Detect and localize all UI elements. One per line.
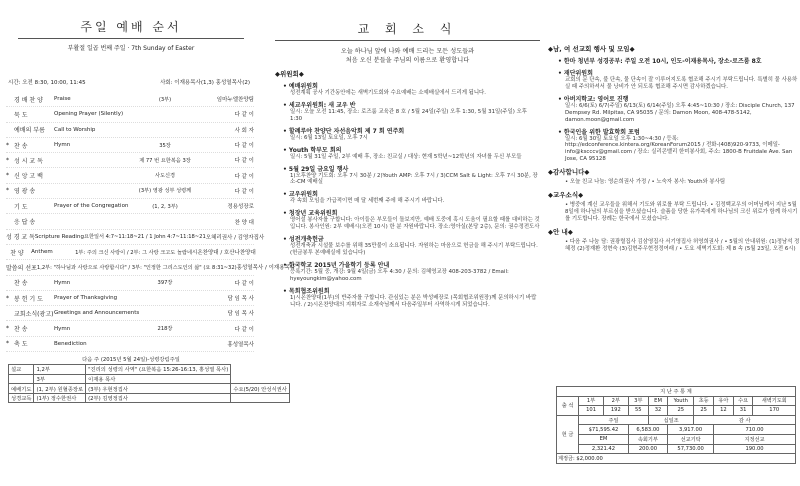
news-item-heading: • 5월 29일 금요일 행사 xyxy=(283,165,349,173)
order-label: 찬 송 xyxy=(14,280,28,288)
worship-order-row xyxy=(6,260,296,275)
order-label: 응 답 송 xyxy=(14,219,36,227)
worship-order-row xyxy=(6,138,254,153)
event-list xyxy=(548,56,800,163)
news-item-heading: • 한마 청년부 성경공부: 주일 오전 10시, 인도-이재용목사, 장소-로즈룸 8호 xyxy=(558,58,762,65)
service-meta xyxy=(8,78,250,86)
order-presenter: 다 같 이 xyxy=(234,188,254,195)
notice-row xyxy=(9,365,290,375)
order-content: 1,2부: "하나님과 사랑으로 사랑합시다" / 3부: "인정한 그리스도인의 삶" (요 8:31~32) xyxy=(36,264,237,271)
star-marker: * xyxy=(6,187,9,195)
off-value: 6,583.00 xyxy=(628,425,668,435)
attendance-value: 12 xyxy=(714,406,734,416)
section-heading-committees: ◆위원회◆ xyxy=(275,70,304,78)
info-list xyxy=(548,239,800,253)
news-item xyxy=(283,189,540,205)
attendance-value: 31 xyxy=(733,406,753,416)
welcome-line: 처음 오신 분들을 주님의 이름으로 환영합니다 xyxy=(345,57,470,64)
order-content: 제 77 번 요한복음 3장 xyxy=(139,157,191,164)
order-presenter: 홍성열목사 xyxy=(227,341,254,348)
news-item-body: 영어설 봉사자를 구합니다: 아이들은 부모들이 돌보지만, 예배 도중에 혹시 도움이 필요할 때를 대비하는 것입니다. 봉사인원: 2부 예배시(오전 10시) 한 분 자원바랍니다. 장소:영아실(본당 2층), 문의: 권수정전도사 xyxy=(290,217,540,231)
order-presenter: 다 같 이 xyxy=(234,173,254,180)
news-item xyxy=(283,208,540,231)
order-label: 예배의 부름 xyxy=(14,127,45,135)
worship-order-row xyxy=(6,245,254,260)
news-item-body: 성전개축과 시설물 보수를 위해 35만불이 소요됩니다. 자원하는 마음으로 헌금을 해 주시기 부탁드립니다.(헌금봉투 본예배실에 있습니다) xyxy=(290,243,538,256)
notice-cell: 1,2부 xyxy=(34,365,86,375)
notice-cell: (3부) 우현정집사 xyxy=(86,384,231,394)
news-item xyxy=(558,68,800,91)
star-marker: * xyxy=(6,172,9,180)
order-label: 기 도 xyxy=(14,203,28,211)
order-content: 요한일서 4:7~11:18~21 / 1 John 4:7~11:18~21 xyxy=(83,234,206,241)
order-presenter: 다 같 이 xyxy=(234,158,254,165)
next-week-notice xyxy=(8,355,287,403)
off-header: 십일조 xyxy=(648,415,693,425)
off-value: 2,321.42 xyxy=(579,444,628,454)
attendance-header: 2부 xyxy=(603,396,628,406)
order-content: 사도신경 xyxy=(154,173,176,180)
attendance-value: 32 xyxy=(648,406,667,416)
notice-cell: 성경교독 xyxy=(9,393,34,403)
news-item xyxy=(283,286,540,309)
worship-order-row xyxy=(6,168,254,183)
off-header: 지정선교 xyxy=(714,434,796,444)
news-item-body: 성전계획 공사 기간동안에는 새벽기도회와 수요예배는 소예배실에서 드리게 됩니다. xyxy=(290,90,486,96)
attendance-header: 유아 xyxy=(714,396,734,406)
order-english: Greetings and Announcements xyxy=(54,310,140,317)
statistics-table xyxy=(556,386,796,464)
news-item xyxy=(558,127,800,164)
bulletin-right-column xyxy=(548,0,800,486)
order-presenter: 오혜리권사 / 김영자집사 xyxy=(205,234,265,241)
news-item-body: 등록기간: 5월 중, 개강: 9월 4일(금) 오후 4:30 / 문의: 김혜영교장 408-203-3782 / Email: hyeyoungkim@yahoo.com xyxy=(290,268,509,282)
order-presenter: 찬 양 대 xyxy=(234,219,254,226)
order-presenter: 임마누엘찬양팀 xyxy=(216,97,254,104)
news-item xyxy=(283,81,540,97)
off-header: 속회기부 xyxy=(628,434,668,444)
section-heading-thanks: ◆감사합니다◆ xyxy=(548,168,590,177)
order-content: 1부: 주의 크신 사랑이 / 2부: 그 사랑 크고도 놀랍네 xyxy=(75,249,192,256)
order-presenter: 다 같 이 xyxy=(234,280,254,287)
notice-row xyxy=(9,384,290,394)
service-times: 시간: 오전 8:30, 10:00, 11:45 xyxy=(8,80,86,86)
off-header: 주일 xyxy=(579,415,649,425)
order-label: 경 배 찬 양 xyxy=(14,96,43,104)
divider xyxy=(18,38,244,39)
star-marker: * xyxy=(6,340,9,348)
worship-order-row xyxy=(6,184,254,199)
off-value: 190.00 xyxy=(714,444,796,454)
news-item xyxy=(558,179,800,186)
news-item-heading: • 목회협조위원회 xyxy=(283,287,330,295)
news-item xyxy=(283,100,540,123)
order-label: 영 광 송 xyxy=(14,188,36,196)
order-presenter: 홍성열목사 / 이재용목사 xyxy=(236,265,296,272)
notice-cell: 예배기도 xyxy=(9,384,34,394)
notice-cell xyxy=(9,374,34,384)
news-item-body: 일시: 6월 30일 토요일 오후 1:30~4:30 / 등록: http://edconference.kintera.org/KoreanForum2015 / 전화-(408)920-9733, 이메일-info@kscccv@gmail.com / 장소: 실리콘밸리 한미봉사회, 주소: 1800-B Fruitdale Ave. San Jose, CA 95128 xyxy=(565,135,793,163)
order-presenter: 다 같 이 xyxy=(234,143,254,150)
news-item-heading: • 할례루야 찬양단 자선음악회 제 7 회 연주회 xyxy=(283,127,405,135)
news-item-body: 일시: 6월 13일 토요일, 오후 7시 xyxy=(290,134,368,141)
notice-cell: (2부) 김영정집사 xyxy=(86,393,231,403)
order-presenter: 다 같 이 xyxy=(234,112,254,119)
attendance-value: 25 xyxy=(668,406,694,416)
notice-cell: (1부) 정수한권사 xyxy=(34,393,86,403)
off-header: 선교기탁 xyxy=(668,434,714,444)
order-presenter: 다 같 이 xyxy=(234,326,254,333)
offering-label: 헌 금 xyxy=(557,415,579,453)
order-label: 말씀의 선포 xyxy=(6,264,37,272)
off-value: 57,730.00 xyxy=(668,444,714,454)
worship-order-row xyxy=(6,199,254,214)
news-item-body: 일시: 5월 31일 주일, 2부 예배 후, 장소: 친교실 / 대상: 현재 5학년~12학년의 자녀를 두신 부모들 xyxy=(290,153,522,160)
order-content: 397장 xyxy=(157,280,173,287)
notice-cell: 설교 xyxy=(9,365,34,375)
notice-cell: 이재용 목사 xyxy=(86,374,231,384)
order-content: 35장 xyxy=(159,142,171,149)
order-content: (3부) 영광 성부 성령께 xyxy=(138,188,192,195)
order-content: (1, 2, 3부) xyxy=(152,203,178,210)
members-news-list xyxy=(548,202,800,223)
order-english: Benediction xyxy=(54,340,87,347)
notice-cell: "진리의 성령의 사역" (요한복음 15:26-16:13, 홍성열 목사) xyxy=(86,365,231,375)
news-item-body: • 오늘 친교 나눔: 영순희권사 가정 / • 노숙자 봉사: Youth와 봉사팀 xyxy=(565,179,726,186)
star-marker: * xyxy=(6,156,9,164)
sunday-subtitle: 부활절 일곱 번째 주일 · 7th Sunday of Easter xyxy=(67,45,195,52)
attendance-value: 192 xyxy=(603,406,628,416)
worship-order-row xyxy=(6,214,254,229)
next-week-table xyxy=(8,364,290,403)
worship-order-row xyxy=(6,153,254,168)
news-item-heading: • 세교우위원회: 새 교우 반 xyxy=(283,101,356,109)
order-label: 봉 헌 기 도 xyxy=(14,295,43,303)
order-english: Opening Prayer (Silently) xyxy=(54,111,124,118)
notice-cell: 수요(5/20) 안성식권사 xyxy=(231,384,290,394)
order-label: 교회소식(광고) xyxy=(14,310,54,318)
order-label: 찬 송 xyxy=(14,326,28,334)
news-item-body: 1)시온찬양대(1부)의 반주자를 구합니다. 관심있는 분은 박성배장로 (목회협조위원장)께 문의하시기 바랍니다. / 2)시온찬양대의 지휘자로 소재숙님께서 다음주일부터 사역하시게 되었습니다. xyxy=(290,294,537,308)
order-english: Hymn xyxy=(54,142,71,149)
order-content: (3부) xyxy=(158,96,172,103)
news-item-body: • 다음 주 나눔 담: 권광렬집사 김삼영집사 서기영집사 허영희권사 / • 5월의 안내위원: (1)정남석 정혜정 (2)정재환 정현숙 (3)김현주우현정정여래 / • 도요 새벽기도회: 제 8 속 (5월 23일, 오전 6시) xyxy=(565,238,800,252)
order-english: Hymn xyxy=(54,325,71,332)
news-item xyxy=(283,126,540,142)
attendance-label: 출 석 xyxy=(557,396,579,415)
off-header: 감 사 xyxy=(694,415,796,425)
order-label: 신 앙 고 백 xyxy=(14,173,43,181)
welcome-line: 오늘 하나님 앞에 나와 예배 드리는 모든 성도들과 xyxy=(340,48,475,55)
attendance-value: 55 xyxy=(628,406,648,416)
news-item-body: 교회의 문 단속, 불 단속, 물 단속이 잘 이루어지도록 협조해 주시기 부탁드립니다. 특별히 물 사용하실 때 주의하셔서 물 낭비가 안 되도록 협조해 주시면 감사하겠습니다. xyxy=(565,77,798,90)
order-label: 묵 도 xyxy=(14,111,28,119)
off-value: 3,917.00 xyxy=(668,425,714,435)
thanks-list xyxy=(548,179,800,186)
news-item-heading: • 한국인을 위한 발효학회 포럼 xyxy=(558,128,640,136)
order-presenter: 담 임 목 사 xyxy=(227,296,254,302)
attendance-header: 수요 xyxy=(733,396,753,406)
off-header: EM xyxy=(579,434,628,444)
news-item xyxy=(558,94,800,124)
stats-title: 지 난 주 통 계 xyxy=(557,387,796,397)
bulletin-middle-column xyxy=(275,0,540,486)
order-label: 성 시 교 독 xyxy=(14,157,43,165)
section-heading-events: ◆남, 여 선교회 행사 및 모임◆ xyxy=(548,45,635,53)
news-item xyxy=(558,202,800,223)
worship-order-row xyxy=(6,92,254,107)
order-presenter: 사 회 자 xyxy=(234,127,254,134)
attendance-header: 초등 xyxy=(694,396,714,406)
order-english: Hymn xyxy=(54,279,71,286)
star-marker: * xyxy=(6,294,9,302)
order-presenter: 정용성장로 xyxy=(227,204,254,211)
news-item xyxy=(283,260,540,283)
off-value: 710.00 xyxy=(714,425,796,435)
news-item xyxy=(283,234,540,257)
order-english: Prayer of the Congregation xyxy=(54,203,129,210)
worship-order-row xyxy=(6,123,254,138)
notice-cell: 3부 xyxy=(34,374,86,384)
church-news-title: 교 회 소 식 xyxy=(357,22,458,36)
star-marker: * xyxy=(6,141,9,149)
news-item-body: 1)오후찬양 기도회: 오후 7시 30분 / 2)Youth AMP: 오후 7시 / 3)CCM Salt & Light: 오후 7시 30분, 장소-CM 예배실 xyxy=(290,172,538,186)
worship-order-row xyxy=(6,276,254,291)
star-marker: * xyxy=(6,325,9,333)
news-item-heading: • 예배위원회 xyxy=(283,83,318,90)
order-label: 찬 양 xyxy=(10,249,24,257)
weekly-statistics xyxy=(556,386,796,464)
section-heading-members: ◆교우소식◆ xyxy=(548,191,584,200)
worship-order-list xyxy=(6,92,296,352)
worship-order-row xyxy=(6,291,254,306)
attendance-header: Youth xyxy=(668,396,694,406)
attendance-header: 새벽기도회 xyxy=(753,396,796,406)
news-item-body: 일시: 6/6(토) 6/7(주일) 6/13(토) 6/14(주일) 오후 4:45~10:30 / 장소: Disciple Church, 137 Dempsey Rd. Milpitas, CA 95035 / 문의: Damon Moon, 408-478-5142, damon.moon@gmail.com xyxy=(565,102,795,123)
worship-order-title: 주일 예배 순서 xyxy=(80,20,182,34)
attendance-value: 25 xyxy=(694,406,714,416)
attendance-header: 1부 xyxy=(579,396,604,406)
attendance-header: 3부 xyxy=(628,396,648,406)
worship-order-row xyxy=(6,107,254,122)
next-week-heading: 다음 주 (2015년 5월 24일)-성령강림주일 xyxy=(82,357,180,364)
stats-total: 계정금: $2,000.00 xyxy=(557,454,796,464)
news-item-heading: • 청장년 교육위원회 xyxy=(283,210,338,218)
news-item xyxy=(558,239,800,253)
order-label: 찬 송 xyxy=(14,142,28,150)
news-item-body: 일시: 오늘 오전 11:45, 장소: 로즈룸 교육관 8 호 / 5월 24일(주일) 오후 1:30, 5월 31일(주일) 오후 1:30 xyxy=(290,108,527,122)
section-heading-info: ◆안 내◆ xyxy=(548,227,573,236)
news-item-heading: • 교우위원회 xyxy=(283,191,318,199)
notice-cell: (1, 2부) 원혈종장로 xyxy=(34,384,86,394)
notice-row xyxy=(9,393,290,403)
worship-order-row xyxy=(6,337,254,352)
news-item-heading: • 재단위원회 xyxy=(558,70,593,77)
notice-row xyxy=(9,374,290,384)
order-label: 축 도 xyxy=(14,341,28,349)
attendance-value: 170 xyxy=(753,406,796,416)
order-english: Scripture Reading xyxy=(34,233,84,240)
worship-order-row xyxy=(6,306,254,321)
news-item-body: • 병중에 계신 교우들을 위해서 기도와 위로를 부탁 드립니다. • 김정백교우의 어머님께서 지난 5월 8일에 하나님의 부르심을 받으셨습니다. 슬픔을 당한 유가족에게 하나님의 크신 위로가 함께 하시기를 기도합니다. 장례는 한국에서 모셨습니다. xyxy=(565,202,798,222)
order-presenter: 시온찬양대 / 호산나찬양대 xyxy=(192,250,256,257)
welcome-message xyxy=(275,47,540,65)
news-item-body: 각 속회 모임을 가급적이면 매 달 세번째 주에 해 주시기 바랍니다. xyxy=(290,198,445,205)
news-item xyxy=(283,145,540,161)
order-label: 성 경 교 독 xyxy=(6,234,35,242)
news-item-heading: • 한국학교 2015년 가을학기 등록 안내 xyxy=(283,261,390,269)
off-value: $71,595.42 xyxy=(579,425,628,435)
news-item-heading: • Youth 학부모 회의 xyxy=(283,146,342,154)
service-presiders: 사회: 이재용목사(1,3) 홍성열목사(2) xyxy=(160,80,250,86)
off-value: 200.00 xyxy=(628,444,668,454)
worship-order-row xyxy=(6,230,265,245)
divider xyxy=(275,40,540,41)
order-english: Praise xyxy=(54,96,71,103)
attendance-value: 101 xyxy=(579,406,604,416)
worship-order-row xyxy=(6,321,254,336)
order-content: 218장 xyxy=(157,326,173,333)
attendance-header: EM xyxy=(648,396,667,406)
news-item xyxy=(283,164,540,187)
order-english: Call to Worship xyxy=(54,126,96,133)
committee-news-list xyxy=(275,81,540,309)
order-presenter: 담 임 목 사 xyxy=(227,311,254,318)
order-english: Prayer of Thanksgiving xyxy=(54,295,118,301)
news-item-heading: • 성전개축헌금 xyxy=(283,236,324,244)
news-item-heading: • 아버지학교: 영어로 진행 xyxy=(558,95,629,103)
order-english: Anthem xyxy=(31,249,53,256)
news-item xyxy=(558,56,800,65)
